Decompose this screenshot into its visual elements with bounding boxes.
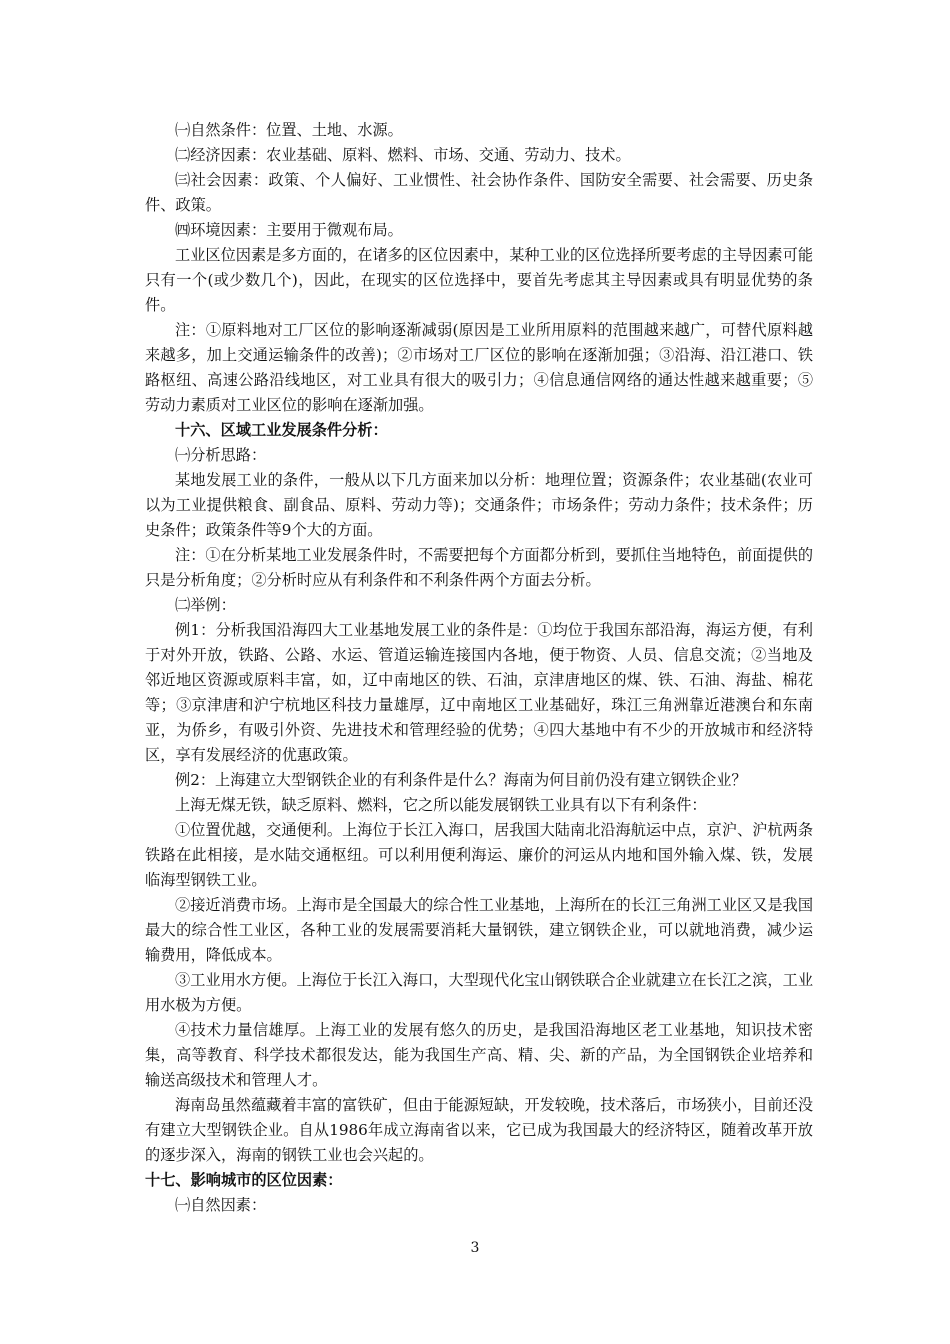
document-body xyxy=(145,118,813,1218)
paragraph: ㈢社会因素：政策、个人偏好、工业惯性、社会协作条件、国防安全需要、社会需要、历史条件、政策。 xyxy=(145,171,813,214)
paragraph: ①位置优越，交通便利。上海位于长江入海口，居我国大陆南北沿海航运中点，京沪、沪杭两条铁路在此相接，是水陆交通枢纽。可以利用便利海运、廉价的河运从内地和国外输入煤、铁，发展临海型钢铁工业。 xyxy=(145,821,813,889)
paragraph: 上海无煤无铁，缺乏原料、燃料，它之所以能发展钢铁工业具有以下有利条件： xyxy=(175,796,707,814)
paragraph: ㈡举例： xyxy=(175,596,236,614)
paragraph: 工业区位因素是多方面的，在诸多的区位因素中，某种工业的区位选择所要考虑的主导因素可能只有一个(或少数几个)，因此，在现实的区位选择中，要首先考虑其主导因素或具有明显优势的条件。 xyxy=(145,246,813,314)
paragraph: ②接近消费市场。上海市是全国最大的综合性工业基地，上海所在的长江三角洲工业区又是我国最大的综合性工业区，各种工业的发展需要消耗大量钢铁，建立钢铁企业，可以就地消费，减少运输费用，降低成本。 xyxy=(145,896,813,964)
paragraph: ㈡经济因素：农业基础、原料、燃料、市场、交通、劳动力、技术。 xyxy=(175,146,631,164)
paragraph: ㈠自然条件：位置、土地、水源。 xyxy=(175,121,403,139)
paragraph: ㈣环境因素：主要用于微观布局。 xyxy=(175,221,403,239)
paragraph: 例2：上海建立大型钢铁企业的有利条件是什么？海南为何目前仍没有建立钢铁企业？ xyxy=(175,771,747,789)
paragraph: 例1：分析我国沿海四大工业基地发展工业的条件是：①均位于我国东部沿海，海运方便，有利于对外开放，铁路、公路、水运、管道运输连接国内各地，便于物资、人员、信息交流；②当地及邻近地区资源或原料丰富，如，辽中南地区的铁、石油，京津唐地区的煤、铁、石油、海盐、棉花等；③京津唐和沪宁杭地区科技力量雄厚，辽中南地区工业基础好，珠江三角洲靠近港澳台和东南亚，为侨乡，有吸引外资、先进技术和管理经验的优势；④四大基地中有不少的开放城市和经济特区，享有发展经济的优惠政策。 xyxy=(145,621,813,764)
paragraph: ㈠自然因素： xyxy=(175,1196,267,1214)
paragraph: 海南岛虽然蕴藏着丰富的富铁矿，但由于能源短缺，开发较晚，技术落后，市场狭小，目前还没有建立大型钢铁企业。自从1986年成立海南省以来，它已成为我国最大的经济特区，随着改革开放的逐步深入，海南的钢铁工业也会兴起的。 xyxy=(145,1096,813,1164)
paragraph: 某地发展工业的条件，一般从以下几方面来加以分析：地理位置；资源条件；农业基础(农业可以为工业提供粮食、副食品、原料、劳动力等)；交通条件；市场条件；劳动力条件；技术条件；历史条件；政策条件等9个大的方面。 xyxy=(145,471,813,539)
page-number: 3 xyxy=(470,1240,480,1256)
paragraph: 注：①在分析某地工业发展条件时，不需要把每个方面都分析到，要抓住当地特色，前面提供的只是分析角度；②分析时应从有利条件和不利条件两个方面去分析。 xyxy=(145,546,813,589)
paragraph: ㈠分析思路： xyxy=(175,446,267,464)
paragraph: ④技术力量信雄厚。上海工业的发展有悠久的历史，是我国沿海地区老工业基地，知识技术密集，高等教育、科学技术都很发达，能为我国生产高、精、尖、新的产品，为全国钢铁企业培养和输送高级技术和管理人才。 xyxy=(145,1021,813,1089)
paragraph: ③工业用水方便。上海位于长江入海口，大型现代化宝山钢铁联合企业就建立在长江之滨，工业用水极为方便。 xyxy=(145,971,813,1014)
section-heading: 十七、影响城市的区位因素： xyxy=(145,1171,343,1189)
section-heading: 十六、区域工业发展条件分析： xyxy=(175,421,388,439)
paragraph: 注：①原料地对工厂区位的影响逐渐减弱(原因是工业所用原料的范围越来越广，可替代原料越来越多，加上交通运输条件的改善)；②市场对工厂区位的影响在逐渐加强；③沿海、沿江港口、铁路枢纽、高速公路沿线地区，对工业具有很大的吸引力；④信息通信网络的通达性越来越重要；⑤劳动力素质对工业区位的影响在逐渐加强。 xyxy=(145,321,813,414)
